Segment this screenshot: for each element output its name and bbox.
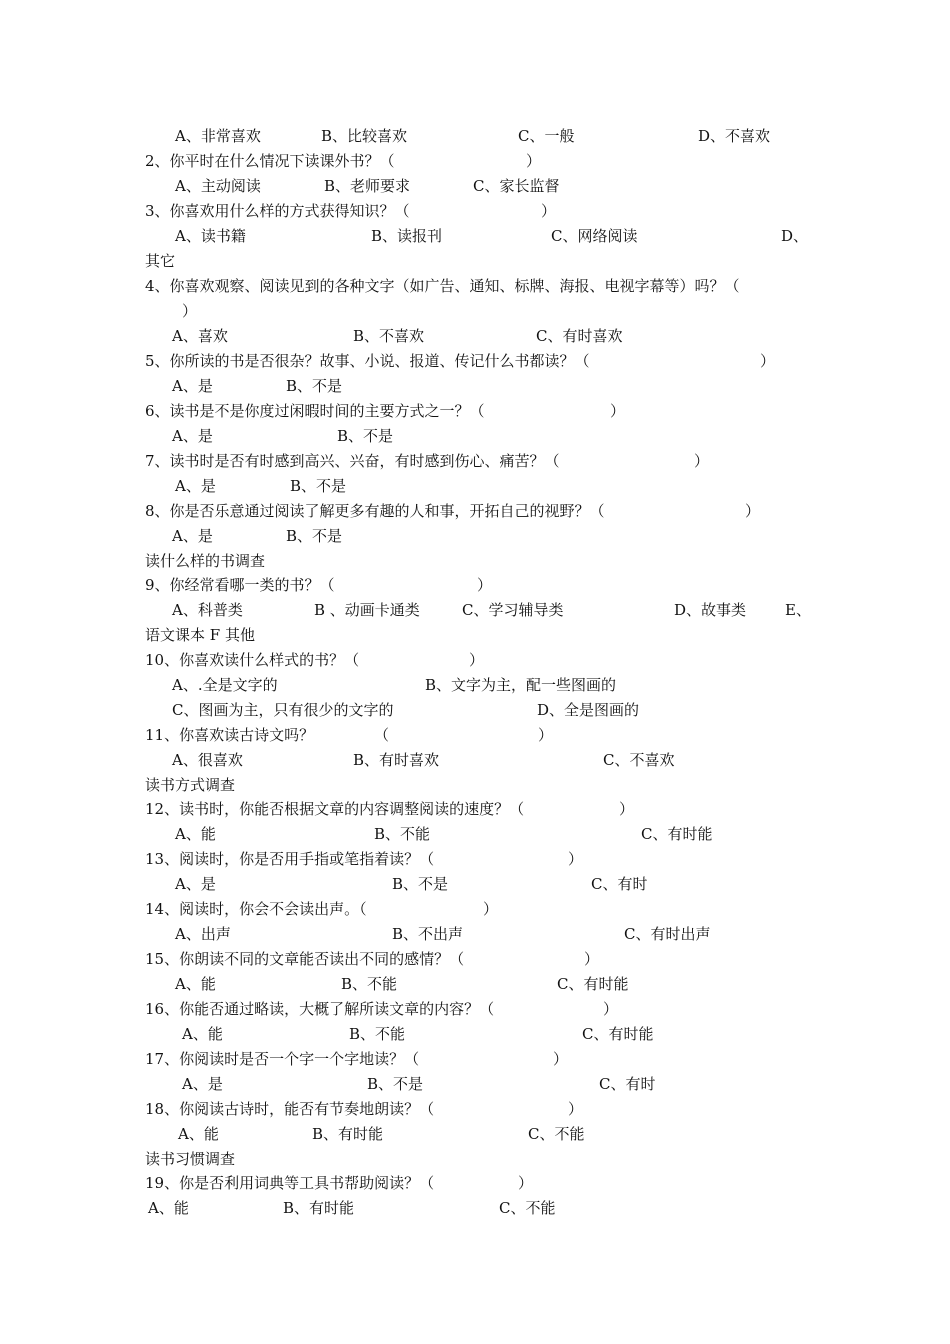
q9-options-part-3: C、学习辅导类 (462, 601, 564, 619)
q18-part-1: 18、你阅读古诗时，能否有节奏地朗读？（ (145, 1100, 435, 1118)
q10-part-1: 10、你喜欢读什么样式的书？（ (145, 651, 360, 669)
q15-part-1: 15、你朗读不同的文章能否读出不同的感情？（ (145, 950, 465, 968)
q7-part-2: ） (694, 452, 710, 470)
q6-options-part-2: B、不是 (337, 427, 394, 445)
q15-part-2: ） (584, 950, 600, 968)
q9-options-part-1: A、科普类 (172, 601, 243, 619)
q6-options-part-1: A、是 (172, 427, 213, 445)
q8-part-1: 8、你是否乐意通过阅读了解更多有趣的人和事，开拓自己的视野？（ (145, 502, 605, 520)
section-habits: 读书习惯调查 (145, 1150, 236, 1168)
q11-options-part-3: C、不喜欢 (603, 751, 675, 769)
q1-options-part-3: C、一般 (518, 127, 575, 145)
q12-part-2: ） (619, 800, 635, 818)
q17-part-1: 17、你阅读时是否一个字一个字地读？（ (145, 1050, 420, 1068)
q9-part-2: ） (477, 576, 493, 594)
q8-options-part-1: A、是 (172, 527, 213, 545)
q13-part-1: 13、阅读时，你是否用手指或笔指着读？（ (145, 850, 435, 868)
q12-options-part-2: B、不能 (374, 825, 431, 843)
q3-options-part-3: C、网络阅读 (551, 227, 638, 245)
q15-options-part-1: A、能 (175, 975, 216, 993)
q2-part-1: 2、你平时在什么情况下读课外书？（ (145, 152, 395, 170)
q17-options-part-2: B、不是 (367, 1075, 424, 1093)
q17-options-part-3: C、有时 (599, 1075, 656, 1093)
q19-options-part-2: B、有时能 (283, 1199, 355, 1217)
section-books: 读什么样的书调查 (145, 552, 266, 570)
q1-options-part-1: A、非常喜欢 (175, 127, 261, 145)
q12-options-part-3: C、有时能 (641, 825, 713, 843)
q14-options-part-3: C、有时出声 (624, 925, 711, 943)
q3-options-wrap: 其它 (145, 252, 176, 270)
q3-part-2: ） (541, 202, 557, 220)
q10-options-2-part-2: D、全是图画的 (537, 701, 640, 719)
q16-options-part-2: B、不能 (349, 1025, 406, 1043)
q10-options-1-part-1: A、.全是文字的 (172, 676, 278, 694)
q11-part-2: （ (374, 726, 390, 744)
q9-options-part-4: D、故事类 (674, 601, 747, 619)
q6-part-1: 6、读书是不是你度过闲暇时间的主要方式之一？（ (145, 402, 485, 420)
q15-options-part-3: C、有时能 (557, 975, 629, 993)
q3-options-part-2: B、读报刊 (371, 227, 443, 245)
q13-options-part-3: C、有时 (591, 875, 648, 893)
q8-part-2: ） (745, 502, 761, 520)
q10-options-2-part-1: C、图画为主，只有很少的文字的 (172, 701, 394, 719)
q1-options-part-4: D、不喜欢 (698, 127, 771, 145)
q3-options-part-4: D、 (781, 227, 809, 245)
q14-options-part-2: B、不出声 (392, 925, 464, 943)
q7-part-1: 7、读书时是否有时感到高兴、兴奋，有时感到伤心、痛苦？（ (145, 452, 560, 470)
q19-part-1: 19、你是否利用词典等工具书帮助阅读？（ (145, 1174, 435, 1192)
q2-options-part-3: C、家长监督 (473, 177, 560, 195)
q14-options-part-1: A、出声 (175, 925, 231, 943)
q8-options-part-2: B、不是 (286, 527, 343, 545)
q19-options-part-3: C、不能 (499, 1199, 556, 1217)
q5-options-part-2: B、不是 (286, 377, 343, 395)
q3-part-1: 3、你喜欢用什么样的方式获得知识？（ (145, 202, 410, 220)
q2-options-part-2: B、老师要求 (324, 177, 411, 195)
q1-options-part-2: B、比较喜欢 (321, 127, 408, 145)
q14-part-2: ） (483, 900, 499, 918)
q10-options-1-part-2: B、文字为主，配一些图画的 (425, 676, 617, 694)
q5-options-part-1: A、是 (172, 377, 213, 395)
q5-part-2: ） (760, 352, 776, 370)
q16-options-part-1: A、能 (182, 1025, 223, 1043)
q11-options-part-2: B、有时喜欢 (353, 751, 440, 769)
q4-options-part-2: B、不喜欢 (353, 327, 425, 345)
q18-options-part-1: A、能 (178, 1125, 219, 1143)
q15-options-part-2: B、不能 (341, 975, 398, 993)
q16-options-part-3: C、有时能 (582, 1025, 654, 1043)
q4-options-part-1: A、喜欢 (172, 327, 228, 345)
q9-options-part-5: E、 (785, 601, 811, 619)
q2-options-part-1: A、主动阅读 (175, 177, 261, 195)
q19-options-part-1: A、能 (148, 1199, 189, 1217)
q18-options-part-3: C、不能 (528, 1125, 585, 1143)
q12-options-part-1: A、能 (175, 825, 216, 843)
q6-part-2: ） (610, 402, 626, 420)
q17-part-2: ） (553, 1050, 569, 1068)
q11-part-3: ） (538, 726, 554, 744)
q7-options-part-2: B、不是 (290, 477, 347, 495)
q11-options-part-1: A、很喜欢 (172, 751, 243, 769)
q16-part-2: ） (603, 1000, 619, 1018)
q12-part-1: 12、读书时，你能否根据文章的内容调整阅读的速度？（ (145, 800, 525, 818)
q18-part-2: ） (568, 1100, 584, 1118)
q14-part-1: 14、阅读时，你会不会读出声。（ (145, 900, 367, 918)
q2-part-2: ） (526, 152, 542, 170)
q4-wrap: ） (182, 302, 198, 320)
q11-part-1: 11、你喜欢读古诗文吗？ (145, 726, 315, 744)
q18-options-part-2: B、有时能 (312, 1125, 384, 1143)
q13-options-part-1: A、是 (175, 875, 216, 893)
q17-options-part-1: A、是 (182, 1075, 223, 1093)
q7-options-part-1: A、是 (175, 477, 216, 495)
q16-part-1: 16、你能否通过略读，大概了解所读文章的内容？（ (145, 1000, 495, 1018)
q10-part-2: ） (469, 651, 485, 669)
q4: 4、你喜欢观察、阅读见到的各种文字（如广告、通知、标牌、海报、电视字幕等）吗？（ (145, 277, 740, 295)
q5-part-1: 5、你所读的书是否很杂？故事、小说、报道、传记什么书都读？（ (145, 352, 590, 370)
section-method: 读书方式调查 (145, 776, 236, 794)
q13-part-2: ） (568, 850, 584, 868)
q9-part-1: 9、你经常看哪一类的书？（ (145, 576, 335, 594)
q9-options-part-2: B 、动画卡通类 (314, 601, 420, 619)
q9-options-wrap: 语文课本 F 其他 (145, 626, 255, 644)
q3-options-part-1: A、读书籍 (175, 227, 246, 245)
q4-options-part-3: C、有时喜欢 (536, 327, 623, 345)
q13-options-part-2: B、不是 (392, 875, 449, 893)
q19-part-2: ） (518, 1174, 534, 1192)
